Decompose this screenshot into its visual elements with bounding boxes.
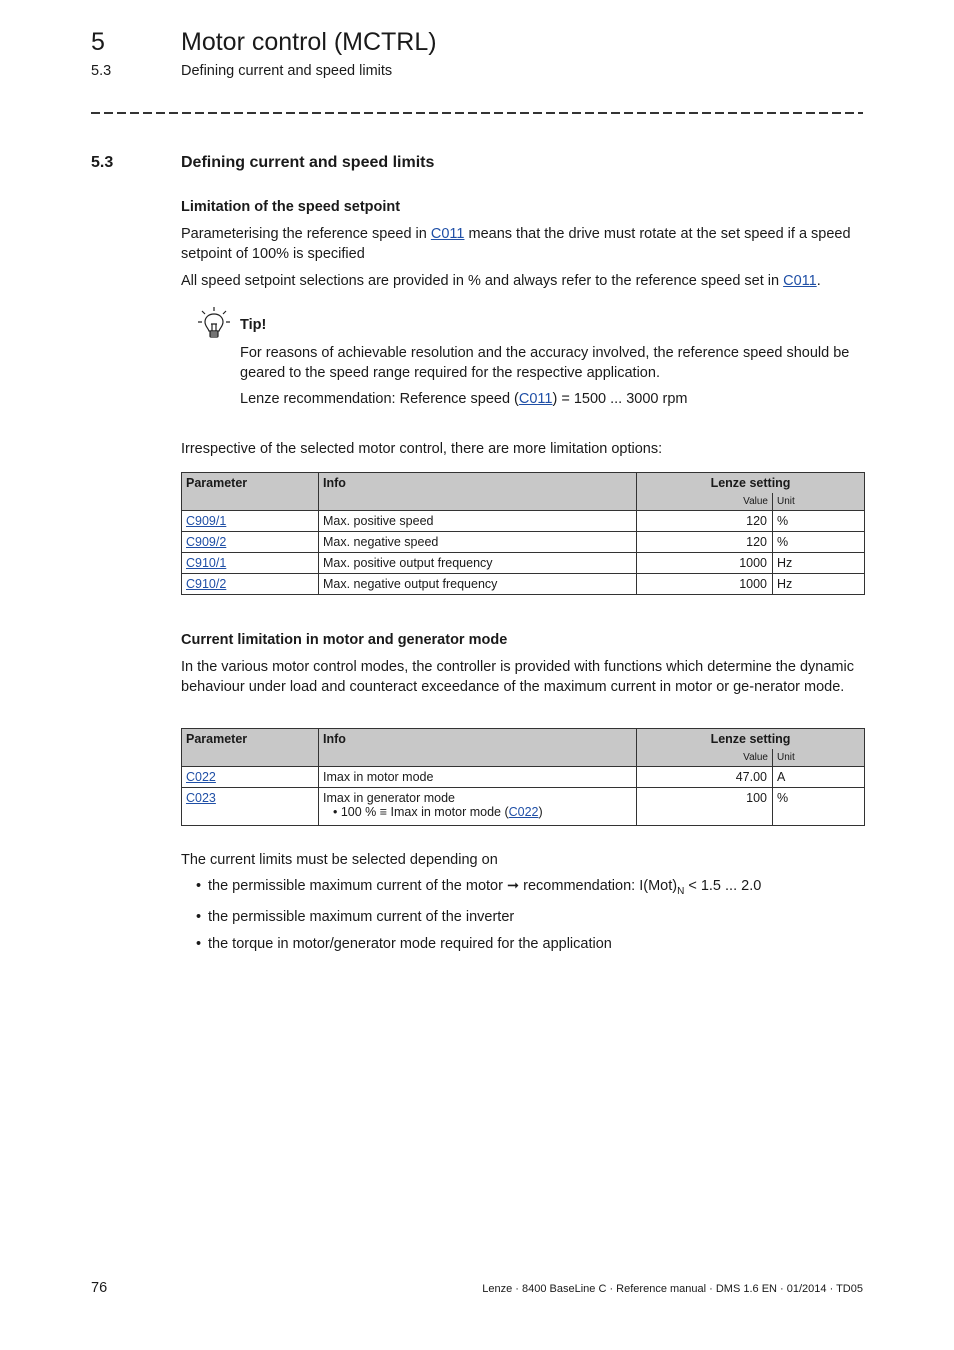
- current-limit-table: [181, 728, 865, 826]
- value-cell: 1000: [637, 574, 773, 595]
- unit-cell: Hz: [773, 553, 865, 574]
- arrow-icon: ➞: [506, 878, 520, 894]
- value-cell: 120: [637, 532, 773, 553]
- tip-text-2: [240, 390, 863, 410]
- limits-bullet-1: [208, 878, 761, 897]
- lightbulb-icon: [196, 306, 232, 342]
- param-link[interactable]: C023: [186, 791, 216, 805]
- unit-cell: %: [773, 511, 865, 532]
- chapter-title: Motor control (MCTRL): [181, 28, 437, 56]
- limits-bullet-2: the permissible maximum current of the inverter: [208, 909, 515, 925]
- lenze-setting-header: Lenze setting: [637, 473, 865, 494]
- table-row: [182, 767, 865, 788]
- param-link[interactable]: C910/2: [186, 577, 227, 591]
- param-link[interactable]: C909/1: [186, 514, 227, 528]
- c022-link[interactable]: C022: [508, 805, 539, 819]
- text: Lenze recommendation: Reference speed (: [240, 391, 519, 407]
- unit-cell: %: [773, 532, 865, 553]
- param-link[interactable]: C022: [186, 770, 216, 784]
- table-header-row: [182, 473, 865, 494]
- current-limit-paragraph: In the various motor control modes, the controller is provided with functions which determine the dynamic behaviour under load and counteract exceedance of the maximum current in motor or ge-nerator mode.: [181, 659, 854, 695]
- text: ) = 1500 ... 3000 rpm: [552, 391, 688, 407]
- lenze-setting-header: Lenze setting: [637, 729, 865, 750]
- irrespective-text: Irrespective of the selected motor control, there are more limitation options:: [181, 441, 663, 457]
- tip-text-1: For reasons of achievable resolution and the accuracy involved, the reference speed should be geared to the speed range required for the respective application.: [240, 345, 850, 381]
- header-section-number: 5.3: [91, 63, 112, 79]
- text: means that the drive must rotate at the set speed if a speed setpoint of 100% is specified: [181, 226, 851, 262]
- unit-header: Unit: [773, 749, 865, 767]
- c011-link[interactable]: C011: [783, 273, 817, 289]
- footer-doc-info: Lenze · 8400 BaseLine C · Reference manual · DMS 1.6 EN · 01/2014 · TD05: [482, 1283, 863, 1295]
- info-sub: [323, 805, 632, 819]
- info-cell: Max. negative output frequency: [319, 574, 637, 595]
- unit-cell: %: [773, 788, 865, 826]
- value-cell: 47.00: [637, 767, 773, 788]
- table-row: [182, 574, 865, 595]
- section-title: Defining current and speed limits: [181, 154, 435, 171]
- value-cell: 100: [637, 788, 773, 826]
- bullet: •: [196, 878, 202, 894]
- info-cell: Max. positive output frequency: [319, 553, 637, 574]
- chapter-number: 5: [91, 28, 105, 56]
- info-header: Info: [319, 729, 637, 767]
- limits-intro: The current limits must be selected depending on: [181, 852, 498, 868]
- table-row: [182, 511, 865, 532]
- header-divider: [91, 112, 863, 114]
- parameter-header: Parameter: [182, 729, 319, 767]
- unit-header: Unit: [773, 493, 865, 511]
- table-header-row: [182, 729, 865, 750]
- tip-label: Tip!: [240, 317, 267, 333]
- speed-limit-table: [181, 472, 865, 595]
- text: ): [538, 805, 543, 819]
- limits-bullet-3: the torque in motor/generator mode required for the application: [208, 936, 612, 952]
- subscript: N: [677, 885, 685, 897]
- c011-link[interactable]: C011: [518, 391, 553, 407]
- text: recommendation: I(Mot): [519, 878, 678, 894]
- info-cell: Max. positive speed: [319, 511, 637, 532]
- text: .: [816, 273, 821, 289]
- unit-cell: A: [773, 767, 865, 788]
- value-cell: 120: [637, 511, 773, 532]
- text: Parameterising the reference speed in: [181, 226, 431, 242]
- text: All speed setpoint selections are provided in % and always refer to the reference speed set in: [181, 273, 784, 289]
- table-row: [182, 788, 865, 826]
- table-row: [182, 532, 865, 553]
- current-limit-heading: Current limitation in motor and generator mode: [181, 632, 508, 648]
- speed-limit-paragraph-2: [181, 272, 863, 292]
- info-cell: Imax in motor mode: [319, 767, 637, 788]
- bullet: •: [196, 909, 202, 925]
- text: the permissible maximum current of the motor: [208, 878, 507, 894]
- text: • 100 % ≡ Imax in motor mode (: [333, 805, 509, 819]
- param-link[interactable]: C910/1: [186, 556, 227, 570]
- value-header: Value: [637, 493, 773, 511]
- parameter-header: Parameter: [182, 473, 319, 511]
- info-main: Imax in generator mode: [323, 791, 456, 805]
- info-header: Info: [319, 473, 637, 511]
- info-cell: [319, 788, 637, 826]
- value-cell: 1000: [637, 553, 773, 574]
- param-link[interactable]: C909/2: [186, 535, 227, 549]
- bullet: •: [196, 936, 202, 952]
- header-section-title: Defining current and speed limits: [181, 63, 393, 79]
- value-header: Value: [637, 749, 773, 767]
- speed-limit-paragraph-1: [181, 225, 863, 264]
- unit-cell: Hz: [773, 574, 865, 595]
- c011-link[interactable]: C011: [430, 226, 465, 242]
- text: < 1.5 ... 2.0: [684, 878, 762, 894]
- table-row: [182, 553, 865, 574]
- section-number: 5.3: [91, 154, 114, 171]
- speed-limit-heading: Limitation of the speed setpoint: [181, 199, 401, 215]
- info-cell: Max. negative speed: [319, 532, 637, 553]
- page-number: 76: [91, 1280, 108, 1296]
